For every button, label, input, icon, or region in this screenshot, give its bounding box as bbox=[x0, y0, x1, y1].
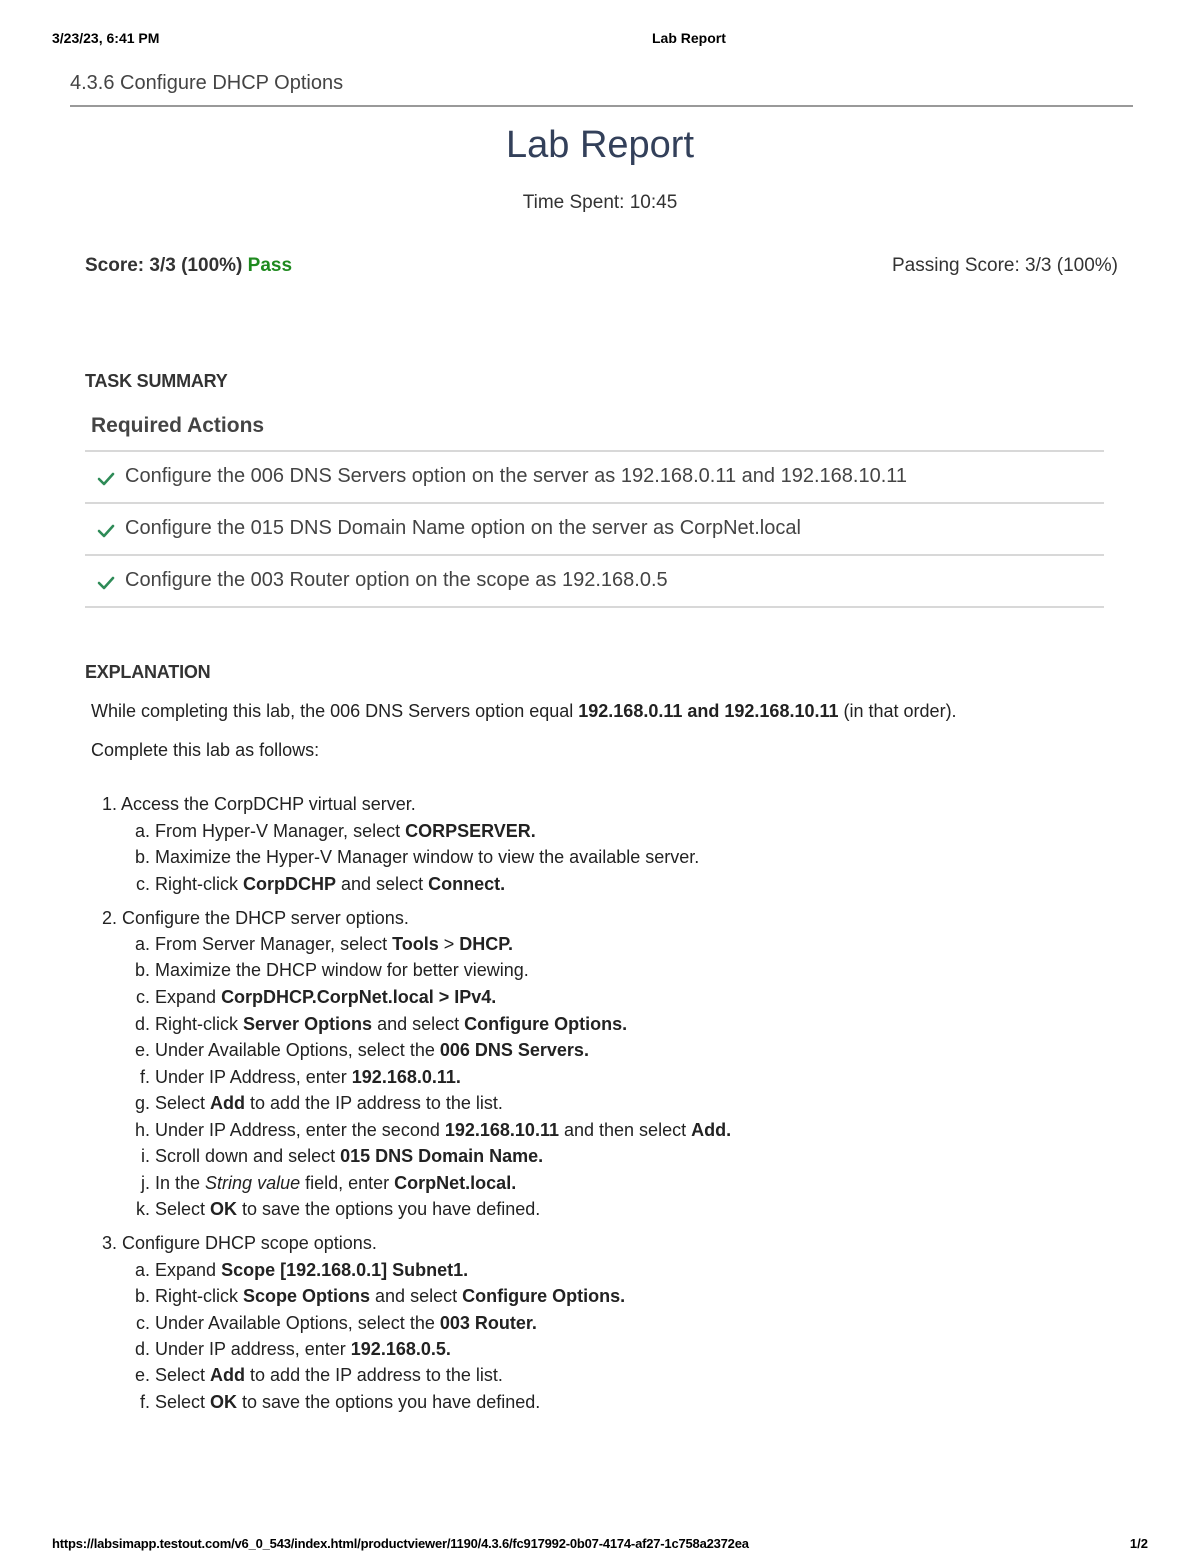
time-spent: Time Spent: 10:45 bbox=[522, 192, 678, 213]
action-text: Configure the 015 DNS Domain Name option on the server as CorpNet.local bbox=[125, 517, 801, 539]
print-header bbox=[52, 30, 1148, 50]
explanation-intro bbox=[91, 701, 957, 722]
step-2: 2. Configure the DHCP server options. bbox=[102, 908, 409, 928]
step-2k: k. Select OK to save the options you have defined. bbox=[135, 1199, 541, 1219]
step-1c: c. Right-click CorpDCHP and select Connect. bbox=[135, 874, 506, 894]
intro-text: While completing this lab, the 006 DNS Servers option equal bbox=[91, 701, 579, 721]
required-actions-title: Required Actions bbox=[91, 414, 265, 437]
score bbox=[85, 255, 292, 277]
step-3b: b. Right-click Scope Options and select Configure Options. bbox=[134, 1286, 626, 1306]
step-3a: a. Expand Scope [192.168.0.1] Subnet1. bbox=[134, 1260, 469, 1280]
step-2e: e. Under Available Options, select the 006 DNS Servers. bbox=[134, 1040, 589, 1060]
checkmark-icon bbox=[97, 469, 115, 492]
step-3: 3. Configure DHCP scope options. bbox=[102, 1233, 377, 1253]
step-2i: i. Scroll down and select 015 DNS Domain Name. bbox=[141, 1146, 544, 1166]
score-value: Score: 3/3 (100%) bbox=[85, 255, 243, 276]
step-2b: b. Maximize the DHCP window for better viewing. bbox=[134, 960, 529, 980]
checkmark-icon bbox=[97, 573, 115, 596]
print-title: Lab Report bbox=[652, 30, 726, 46]
step-2c: c. Expand CorpDHCP.CorpNet.local > IPv4. bbox=[135, 987, 497, 1007]
step-3e: e. Select Add to add the IP address to the list. bbox=[134, 1365, 503, 1385]
list-item bbox=[85, 450, 1104, 502]
step-2a: a. From Server Manager, select Tools > DHCP. bbox=[134, 934, 513, 954]
intro-text-end: (in that order). bbox=[838, 701, 957, 721]
page-title: Lab Report bbox=[505, 124, 694, 166]
step-1a: a. From Hyper-V Manager, select CORPSERVER. bbox=[134, 821, 536, 841]
explanation-label: EXPLANATION bbox=[85, 662, 211, 682]
step-2h: h. Under IP Address, enter the second 192.168.10.11 and then select Add. bbox=[134, 1120, 732, 1140]
step-2g: g. Select Add to add the IP address to the list. bbox=[134, 1093, 503, 1113]
action-text: Configure the 006 DNS Servers option on the server as 192.168.0.11 and 192.168.10.11 bbox=[125, 465, 908, 487]
step-1b: b. Maximize the Hyper-V Manager window to view the available server. bbox=[134, 847, 700, 867]
page-number: 1/2 bbox=[1129, 1536, 1148, 1551]
intro-and: and bbox=[682, 701, 725, 721]
step-2f: f. Under IP Address, enter 192.168.0.11. bbox=[139, 1067, 461, 1087]
step-2d: d. Right-click Server Options and select Configure Options. bbox=[134, 1014, 628, 1034]
intro-ip-1: 192.168.0.11 bbox=[578, 701, 683, 721]
lab-title: 4.3.6 Configure DHCP Options bbox=[70, 72, 344, 94]
step-1: 1. Access the CorpDCHP virtual server. bbox=[102, 794, 416, 814]
list-item bbox=[85, 502, 1104, 554]
list-item bbox=[85, 554, 1104, 608]
step-3c: c. Under Available Options, select the 003 Router. bbox=[135, 1313, 537, 1333]
passing-score: Passing Score: 3/3 (100%) bbox=[891, 255, 1118, 276]
explanation-follow: Complete this lab as follows: bbox=[91, 740, 320, 760]
step-3f: f. Select OK to save the options you have defined. bbox=[139, 1392, 541, 1412]
step-2j: j. In the String value field, enter CorpNet.local. bbox=[141, 1173, 517, 1193]
task-summary-label: TASK SUMMARY bbox=[85, 371, 228, 391]
pass-badge: Pass bbox=[247, 255, 293, 276]
step-3d: d. Under IP address, enter 192.168.0.5. bbox=[134, 1339, 451, 1359]
header-divider bbox=[70, 105, 1133, 107]
print-footer bbox=[52, 1536, 1148, 1556]
print-date: 3/23/23, 6:41 PM bbox=[52, 30, 160, 46]
intro-ip-2: 192.168.10.11 bbox=[724, 701, 839, 721]
print-url: https://labsimapp.testout.com/v6_0_543/index.html/productviewer/1190/4.3.6/fc917992-0b07-4174-af27-1c758a2372ea bbox=[52, 1536, 749, 1551]
action-text: Configure the 003 Router option on the scope as 192.168.0.5 bbox=[125, 569, 668, 591]
checkmark-icon bbox=[97, 521, 115, 544]
required-actions-list bbox=[85, 450, 1104, 608]
